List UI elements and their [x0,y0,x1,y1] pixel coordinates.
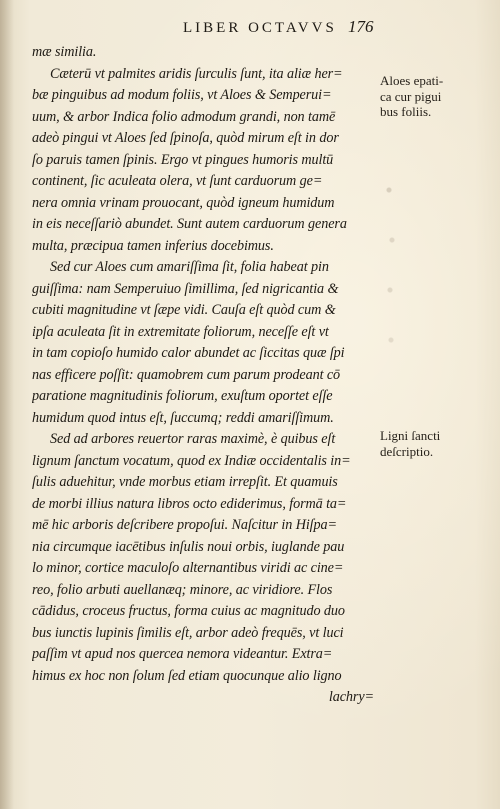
text-line: ſulis aduehitur, vnde morbus etiam irrepſit. Et quamuis [32,474,338,490]
text-line: de morbi illius natura libros octo ediderimus, formā ta= [32,495,347,512]
marginal-note-line: ca cur pigui [380,88,442,104]
text-line: adeò pingui vt Aloes ſed ſpinoſa, quòd mirum eſt in dor [32,130,339,146]
text-line: ſo paruis tamen ſpinis. Ergo vt pingues humoris multū [32,151,334,168]
text-line: in tam copioſo humido calor abundet ac ſiccitas quæ ſpi [32,345,345,361]
marginal-note-lignum [380,428,492,459]
text-line: paratione magnitudinis foliorum, exuſtum oportet eſſe [32,388,333,404]
marginal-note-line: Ligni ſancti [380,428,441,443]
text-line: in eis neceſſariò abundet. Sunt autem carduorum genera [32,216,347,232]
text-line: ipſa aculeata ſit in extremitate foliorum, neceſſe eſt vt [32,323,329,340]
marginal-note-line: bus foliis. [380,104,432,119]
text-line: Sed ad arbores reuertor raras maximè, è quibus eſt [50,431,336,447]
text-line: himus ex hoc non ſolum ſed etiam quocunque alio ligno [32,667,342,684]
main-text-block [32,42,376,709]
marginal-note-line: Aloes epati- [380,73,444,88]
text-line: lignum ſanctum vocatum, quod ex Indiæ occidentalis in= [32,452,351,469]
page-number: 176 [348,17,374,36]
marginal-note-line: deſcriptio. [380,443,434,459]
running-title: LIBER OCTAVVS [183,20,337,36]
text-line: Sed cur Aloes cum amariſſima ſit, folia habeat pin [50,259,329,275]
text-line: cādidus, croceus fructus, forma cuius ac magnitudo duo [32,603,345,619]
text-line: reo, folio arbuti auellanæq; minore, ac viridiore. Flos [32,581,333,598]
text-line: mē hic arboris deſcribere propoſui. Naſcitur in Hiſpa= [32,517,337,533]
text-line: bus iunctis lupinis ſimilis eſt, arbor adeò frequēs, vt luci [32,624,344,641]
text-line: paſſim vt apud nos quercea nemora videantur. Extra= [32,646,333,662]
text-line: guiſſima: nam Semperuiuo ſimillima, ſed nigricantia & [32,280,339,297]
text-line: nas efficere poſſit: quamobrem cum parum prodeant cō [32,366,341,383]
text-line: multa, præcipua tamen inferius docebimus. [32,237,274,254]
text-line: lo minor, cortice maculoſo alternantibus viridi ac cine= [32,560,344,576]
text-line: cubiti magnitudine vt ſæpe vidi. Cauſa eſt quòd cum & [32,302,336,318]
marginal-note-aloes [380,73,492,120]
text-line: continent, ſic aculeata olera, vt ſunt carduorum ge= [32,173,323,189]
text-line: mæ similia. [32,44,97,60]
text-line: uum, & arbor Indica folio admodum grandi, non tamē [32,108,336,125]
gutter-shadow [0,0,14,809]
text-line: bæ pinguibus ad modum foliis, vt Aloes & Semperui= [32,87,332,103]
text-line: nera omnia vrinam prouocant, quòd igneum humidum [32,194,335,211]
text-line: nia circumque iacētibus inſulis noui orbis, iuglande pau [32,538,345,555]
paper-stains [384,180,398,420]
text-line: humidum quod intus eſt, ſuccumq; reddi amariſſimum. [32,409,334,426]
catchword: lachry= [328,689,374,705]
text-line: Cæterū vt palmites aridis ſurculis ſunt, ita aliæ her= [50,65,343,82]
